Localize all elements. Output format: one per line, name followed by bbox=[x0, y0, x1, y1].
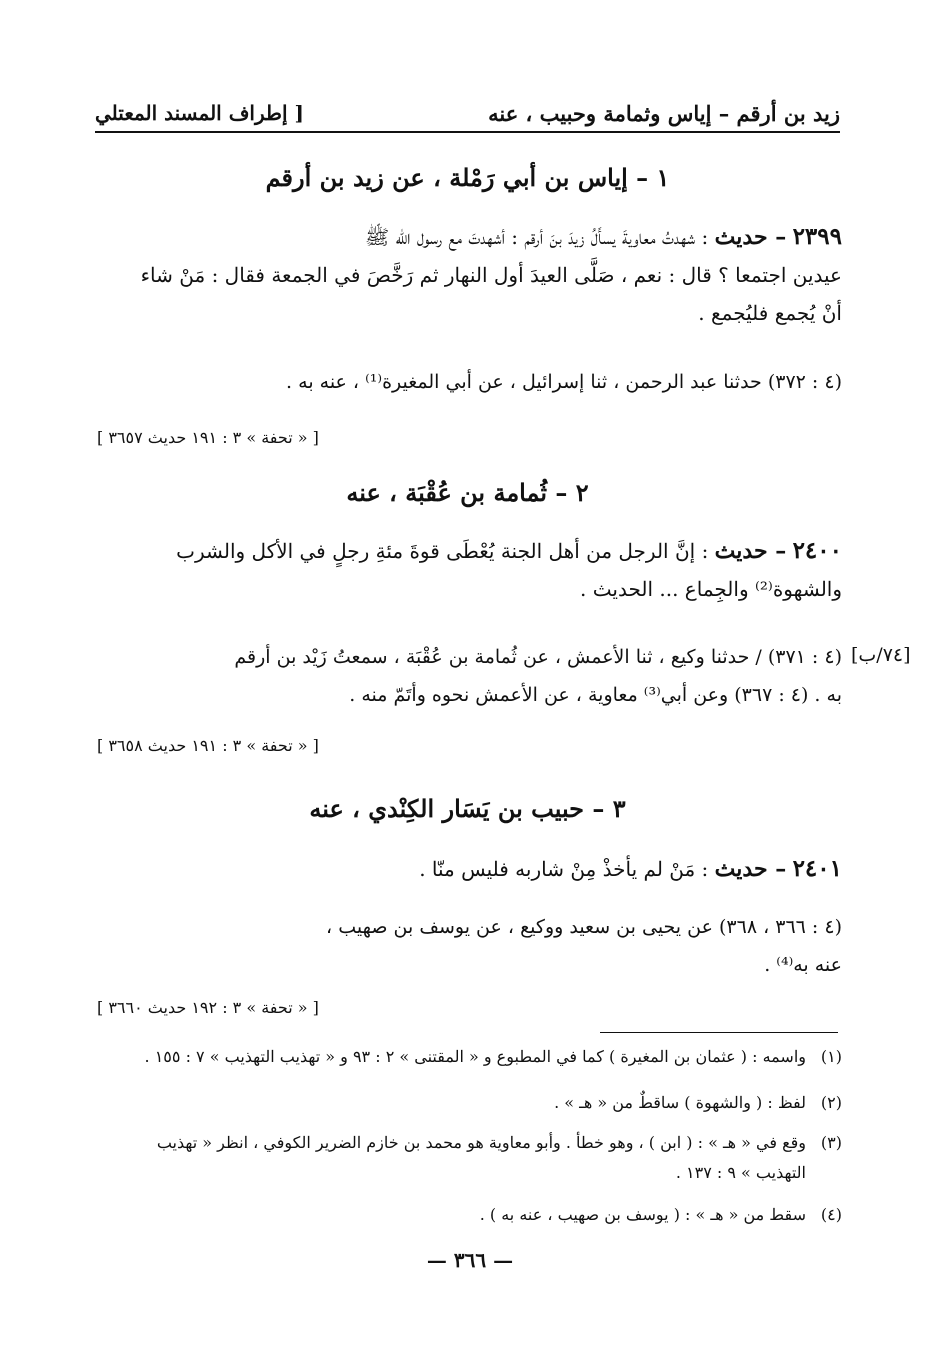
running-head bbox=[95, 96, 840, 130]
tuhfa-ref-2399: [ « تحفة » ٣ : ١٩١ حديث ٣٦٥٧ ] bbox=[97, 428, 319, 447]
hadith-line: عيدين اجتمعا ؟ قال : نعم ، صَلَّى العيدَ أول النهار ثم رَخَّصَ في الجمعة فقال : مَنْ شاء bbox=[140, 263, 842, 287]
hadith-number: ٢٤٠٠ bbox=[792, 537, 842, 564]
hadith-number: ٢٤٠١ bbox=[792, 855, 842, 882]
source-line: عنه به⁽⁴⁾ . bbox=[764, 954, 842, 976]
tuhfa-ref-2400: [ « تحفة » ٣ : ١٩١ حديث ٣٦٥٨ ] bbox=[97, 736, 319, 755]
footnote-2 bbox=[97, 1088, 842, 1118]
section-title-2: ٢ – ثُمامة بن عُقْبَة ، عنه bbox=[346, 478, 589, 507]
source-2399: (٤ : ٣٧٢) حدثنا عبد الرحمن ، ثنا إسرائيل ، عن أبي المغيرة⁽¹⁾ ، عنه به . bbox=[286, 371, 842, 393]
source-2400 bbox=[97, 638, 842, 714]
footnote-text: سقط من « هـ » : ( يوسف بن صهيب ، عنه به ) . bbox=[479, 1205, 806, 1224]
hadith-number: ٢٣٩٩ bbox=[792, 223, 842, 250]
running-head-book-title: [ إطراف المسند المعتلي bbox=[95, 101, 304, 125]
source-2401 bbox=[97, 908, 842, 984]
running-head-title: زيد بن أرقم – إياس وثمامة وحبيب ، عنه bbox=[488, 100, 840, 126]
footnote-1 bbox=[97, 1042, 842, 1072]
section-title-1: ١ – إياس بن أبي رَمْلة ، عن زيد بن أرقم bbox=[265, 163, 670, 192]
footnote-4 bbox=[97, 1200, 842, 1230]
hadith-label: – حديث bbox=[714, 856, 787, 882]
hadith-2401 bbox=[97, 850, 842, 888]
hadith-text: : مَنْ لم يأخذْ مِنْ شاربه فليس منّا . bbox=[419, 857, 709, 881]
source-line: به . (٤ : ٣٦٧) وعن أبي⁽³⁾ معاوية ، عن الأعمش نحوه وأتَمّ منه . bbox=[349, 684, 842, 706]
hadith-label: – حديث bbox=[714, 224, 787, 250]
footnote-text: واسمه : ( عثمان بن المغيرة ) كما في المطبوع و « المقتنى » ٢ : ٩٣ و « تهذيب التهذيب » ٧ : ١٥٥ . bbox=[144, 1047, 806, 1066]
section-title-3: ٣ – حبيب بن يَسَار الكِنْدي ، عنه bbox=[309, 794, 626, 823]
tuhfa-ref-2401: [ « تحفة » ٣ : ١٩٢ حديث ٣٦٦٠ ] bbox=[97, 998, 319, 1017]
hadith-line bbox=[97, 850, 842, 888]
hadith-2400 bbox=[97, 532, 842, 608]
margin-folio-ref: [٧٤/ب] bbox=[851, 644, 911, 666]
footnote-text: لفظ : ( والشهوة ) ساقطٌ من « هـ » . bbox=[554, 1093, 806, 1112]
footnote-3 bbox=[97, 1128, 842, 1188]
hadith-label: – حديث bbox=[714, 538, 787, 564]
hadith-line: أنْ يُجمع فليُجمع . bbox=[698, 301, 842, 325]
hadith-text: : إنَّ الرجل من أهل الجنة يُعْطَى قوةَ مئةِ رجلٍ في الأكل والشرب bbox=[176, 539, 709, 563]
source-line: (٤ : ٣٧١) / حدثنا وكيع ، ثنا الأعمش ، عن ثُمامة بن عُقْبَة ، سمعتُ زَيْد بن أرقم bbox=[234, 646, 842, 668]
footnote-line: وقع في « هـ » : ( ابن ) ، وهو خطأ . وأبو معاوية هو محمد بن خازم الضرير الكوفي ، انظر « تهذيب bbox=[156, 1133, 806, 1152]
hadith-text: : شهدتُ معاويةَ يسأَلُ زيدَ بنَ أرقم : أشهدتَ مع رسول الله ﷺ bbox=[365, 225, 709, 249]
header-rule bbox=[95, 131, 840, 133]
footnote-number: (٤) bbox=[820, 1205, 842, 1224]
hadith-line bbox=[97, 218, 842, 256]
footnote-number: (٢) bbox=[820, 1093, 842, 1112]
footnote-number: (٣) bbox=[820, 1133, 842, 1152]
page-number: — ٣٦٦ — bbox=[426, 1248, 514, 1272]
hadith-2399 bbox=[97, 218, 842, 332]
footnote-number: (١) bbox=[820, 1047, 842, 1066]
hadith-line: والشهوة⁽²⁾ والجِماع ... الحديث . bbox=[580, 577, 842, 601]
footnote-rule bbox=[600, 1032, 838, 1033]
footnote-text bbox=[97, 1128, 806, 1188]
footnote-line: التهذيب » ٩ : ١٣٧ . bbox=[675, 1163, 806, 1182]
source-line: (٤ : ٣٦٦ ، ٣٦٨) عن يحيى بن سعيد ووكيع ، عن يوسف بن صهيب ، bbox=[326, 916, 842, 938]
hadith-line bbox=[97, 532, 842, 570]
